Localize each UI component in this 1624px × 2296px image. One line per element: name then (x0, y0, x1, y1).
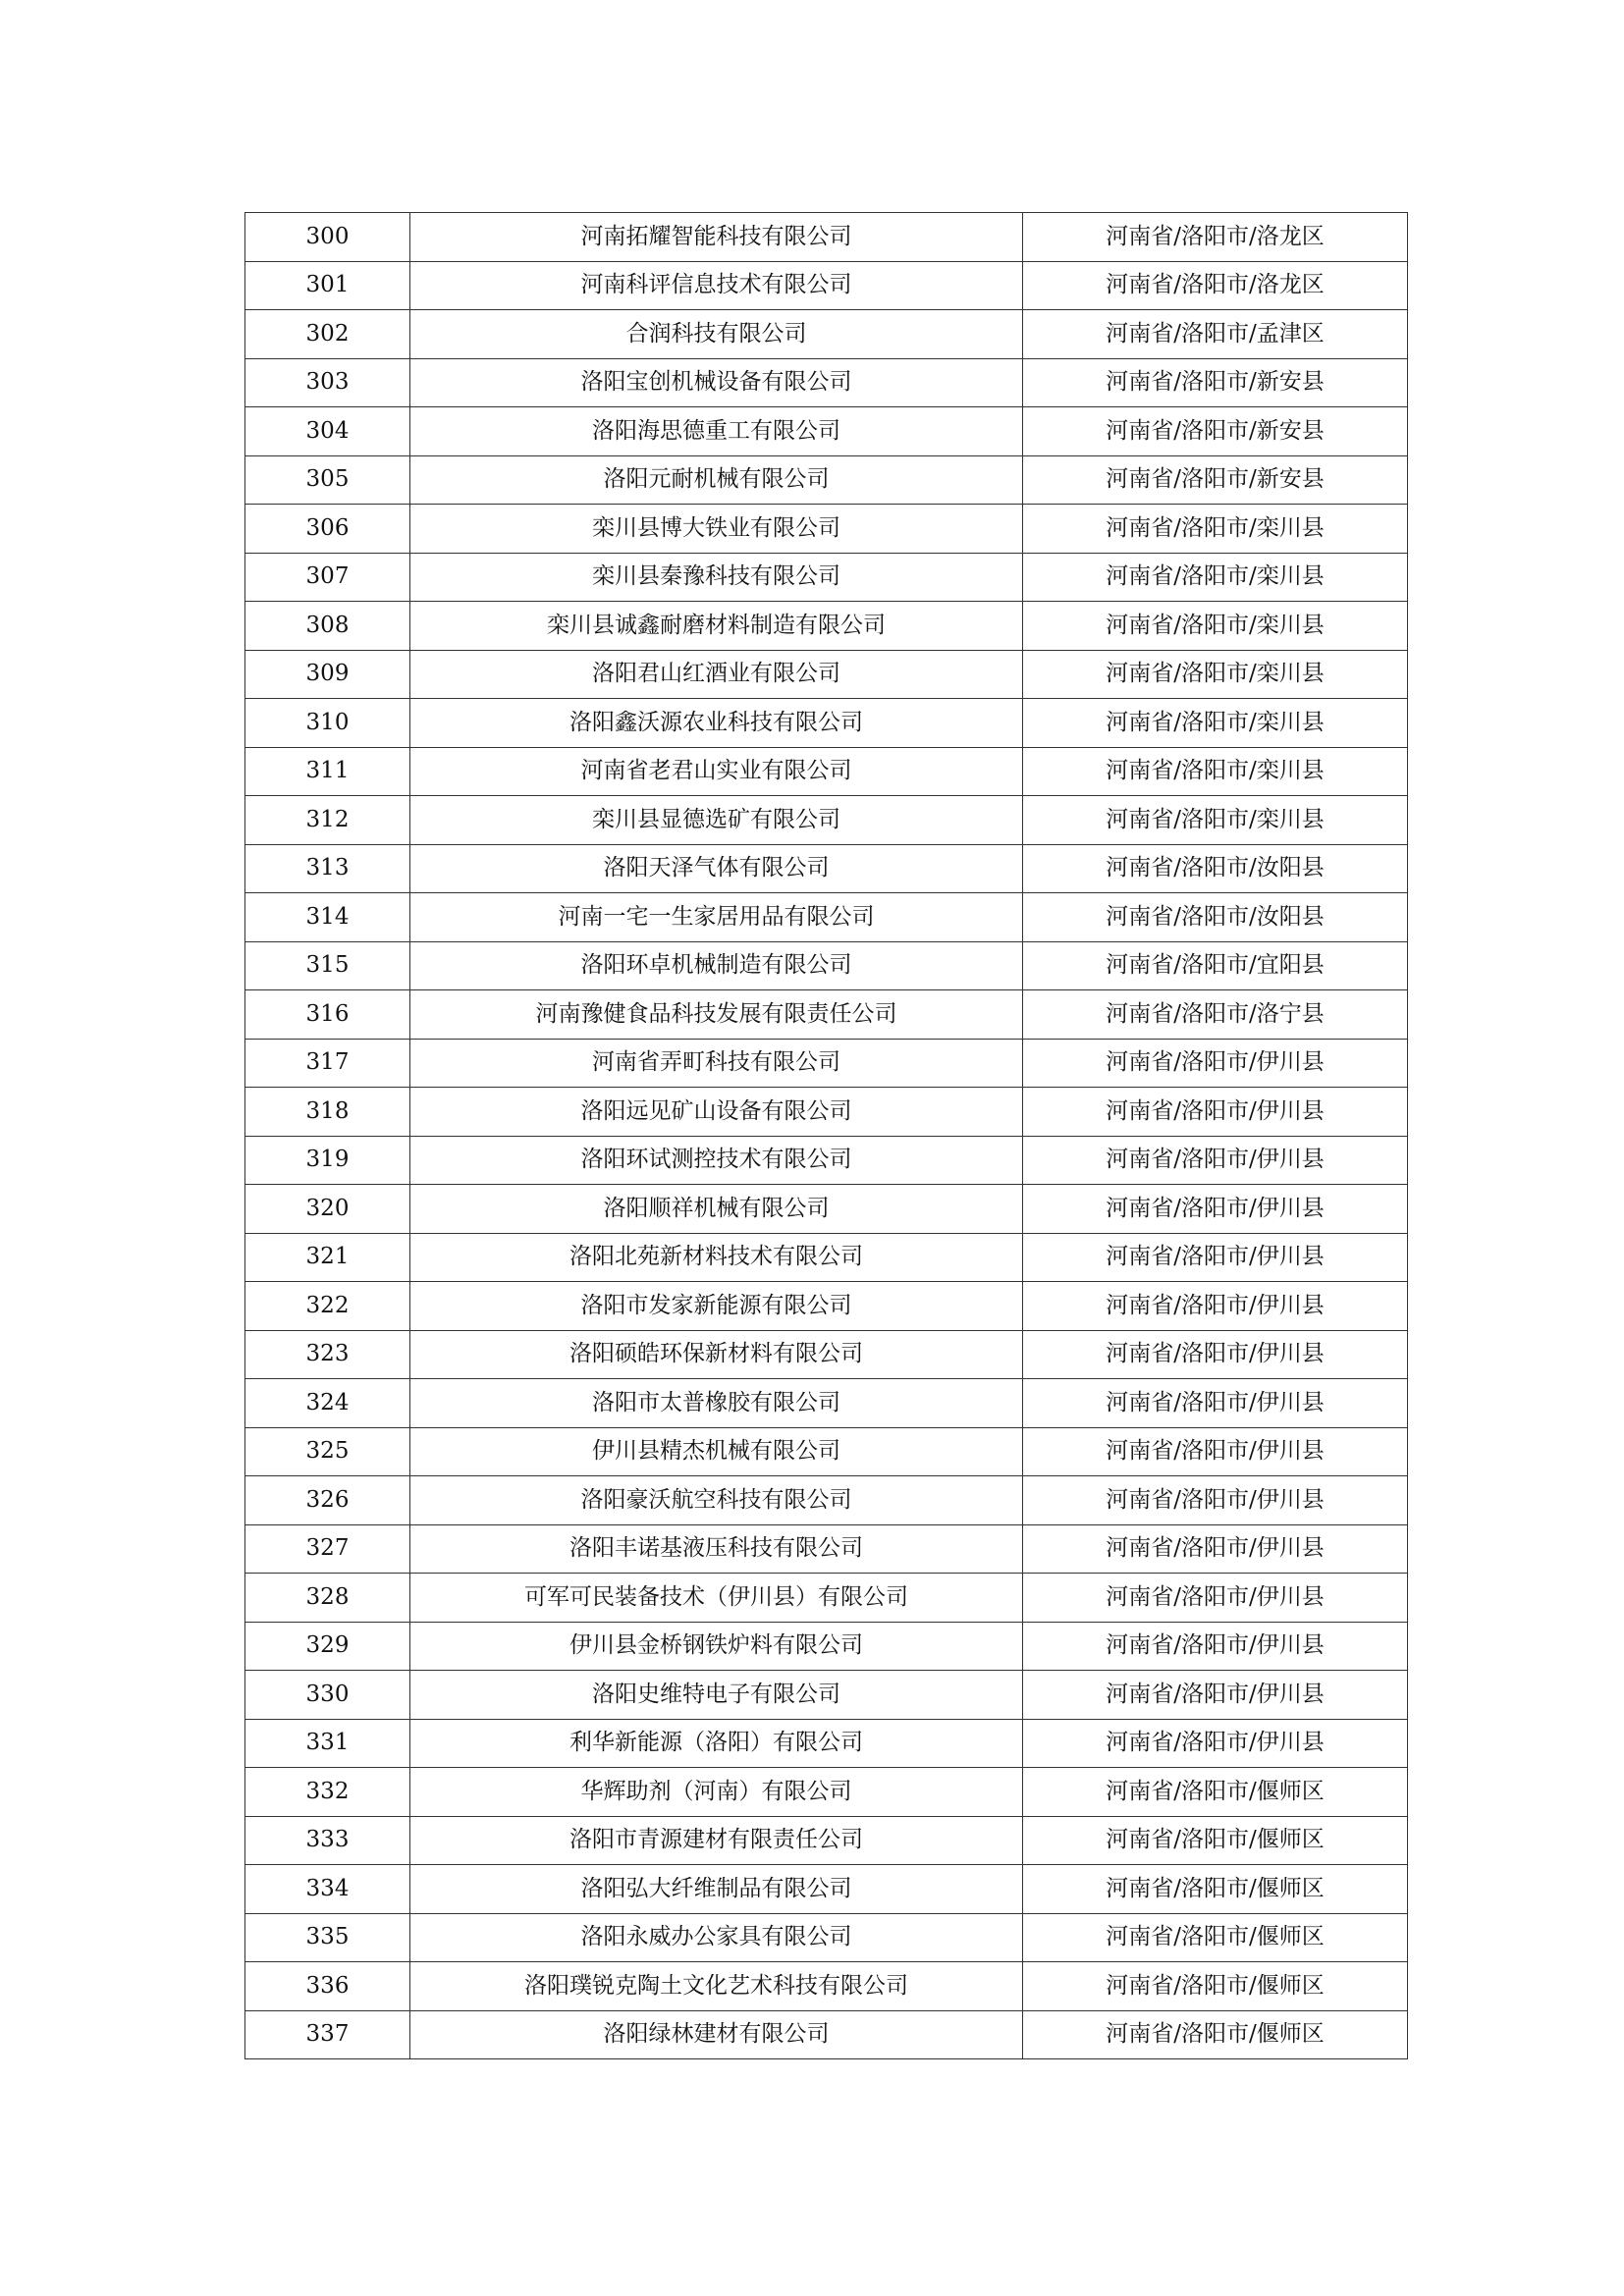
table-row (245, 1233, 1408, 1282)
region-cell: 河南省/洛阳市/洛龙区 (1023, 261, 1408, 310)
region-cell: 河南省/洛阳市/伊川县 (1023, 1719, 1408, 1768)
row-number-cell: 333 (245, 1816, 410, 1865)
company-name-cell: 洛阳市青源建材有限责任公司 (410, 1816, 1023, 1865)
region-cell: 河南省/洛阳市/伊川县 (1023, 1574, 1408, 1623)
company-name-cell: 洛阳鑫沃源农业科技有限公司 (410, 699, 1023, 748)
table-row (245, 1671, 1408, 1720)
company-name-cell: 洛阳市发家新能源有限公司 (410, 1282, 1023, 1331)
company-name-cell: 合润科技有限公司 (410, 310, 1023, 359)
region-cell: 河南省/洛阳市/伊川县 (1023, 1379, 1408, 1428)
row-number-cell: 304 (245, 407, 410, 456)
row-number-cell: 300 (245, 213, 410, 262)
row-number-cell: 306 (245, 505, 410, 554)
region-cell: 河南省/洛阳市/伊川县 (1023, 1476, 1408, 1525)
row-number-cell: 322 (245, 1282, 410, 1331)
region-cell: 河南省/洛阳市/伊川县 (1023, 1524, 1408, 1574)
row-number-cell: 319 (245, 1136, 410, 1185)
row-number-cell: 332 (245, 1768, 410, 1817)
company-name-cell: 华辉助剂（河南）有限公司 (410, 1768, 1023, 1817)
company-name-cell: 洛阳元耐机械有限公司 (410, 455, 1023, 505)
region-cell: 河南省/洛阳市/偃师区 (1023, 1913, 1408, 1962)
company-name-cell: 洛阳永威办公家具有限公司 (410, 1913, 1023, 1962)
row-number-cell: 302 (245, 310, 410, 359)
region-cell: 河南省/洛阳市/伊川县 (1023, 1088, 1408, 1137)
table-row (245, 407, 1408, 456)
table-row (245, 844, 1408, 893)
region-cell: 河南省/洛阳市/栾川县 (1023, 505, 1408, 554)
company-name-cell: 洛阳顺祥机械有限公司 (410, 1185, 1023, 1234)
company-name-cell: 可军可民装备技术（伊川县）有限公司 (410, 1574, 1023, 1623)
row-number-cell: 303 (245, 358, 410, 407)
company-name-cell: 河南省弄町科技有限公司 (410, 1039, 1023, 1088)
company-name-cell: 洛阳丰诺基液压科技有限公司 (410, 1524, 1023, 1574)
region-cell: 河南省/洛阳市/偃师区 (1023, 1962, 1408, 2011)
company-name-cell: 洛阳宝创机械设备有限公司 (410, 358, 1023, 407)
company-name-cell: 栾川县博大铁业有限公司 (410, 505, 1023, 554)
company-name-cell: 洛阳君山红酒业有限公司 (410, 650, 1023, 699)
company-name-cell: 洛阳市太普橡胶有限公司 (410, 1379, 1023, 1428)
table-row (245, 1282, 1408, 1331)
table-row (245, 602, 1408, 651)
region-cell: 河南省/洛阳市/偃师区 (1023, 2010, 1408, 2059)
region-cell: 河南省/洛阳市/伊川县 (1023, 1427, 1408, 1476)
table-row (245, 893, 1408, 942)
region-cell: 河南省/洛阳市/新安县 (1023, 358, 1408, 407)
row-number-cell: 330 (245, 1671, 410, 1720)
table-row (245, 455, 1408, 505)
row-number-cell: 331 (245, 1719, 410, 1768)
table-row (245, 1088, 1408, 1137)
table-row (245, 358, 1408, 407)
company-name-cell: 栾川县显德选矿有限公司 (410, 796, 1023, 845)
region-cell: 河南省/洛阳市/栾川县 (1023, 650, 1408, 699)
company-name-cell: 洛阳远见矿山设备有限公司 (410, 1088, 1023, 1137)
table-row (245, 505, 1408, 554)
company-name-cell: 洛阳环卓机械制造有限公司 (410, 941, 1023, 990)
row-number-cell: 315 (245, 941, 410, 990)
row-number-cell: 335 (245, 1913, 410, 1962)
table-row (245, 1476, 1408, 1525)
region-cell: 河南省/洛阳市/伊川县 (1023, 1671, 1408, 1720)
table-row (245, 1427, 1408, 1476)
company-name-cell: 洛阳硕皓环保新材料有限公司 (410, 1330, 1023, 1379)
row-number-cell: 328 (245, 1574, 410, 1623)
company-name-cell: 伊川县金桥钢铁炉料有限公司 (410, 1622, 1023, 1671)
table-body (245, 213, 1408, 2059)
region-cell: 河南省/洛阳市/偃师区 (1023, 1768, 1408, 1817)
row-number-cell: 336 (245, 1962, 410, 2011)
region-cell: 河南省/洛阳市/偃师区 (1023, 1816, 1408, 1865)
table-row (245, 796, 1408, 845)
company-name-cell: 河南科评信息技术有限公司 (410, 261, 1023, 310)
row-number-cell: 309 (245, 650, 410, 699)
region-cell: 河南省/洛阳市/栾川县 (1023, 699, 1408, 748)
row-number-cell: 329 (245, 1622, 410, 1671)
company-name-cell: 洛阳豪沃航空科技有限公司 (410, 1476, 1023, 1525)
table-row (245, 1719, 1408, 1768)
row-number-cell: 301 (245, 261, 410, 310)
region-cell: 河南省/洛阳市/偃师区 (1023, 1865, 1408, 1914)
region-cell: 河南省/洛阳市/孟津区 (1023, 310, 1408, 359)
company-name-cell: 河南省老君山实业有限公司 (410, 747, 1023, 796)
region-cell: 河南省/洛阳市/伊川县 (1023, 1282, 1408, 1331)
row-number-cell: 326 (245, 1476, 410, 1525)
company-name-cell: 洛阳海思德重工有限公司 (410, 407, 1023, 456)
row-number-cell: 317 (245, 1039, 410, 1088)
region-cell: 河南省/洛阳市/宜阳县 (1023, 941, 1408, 990)
row-number-cell: 323 (245, 1330, 410, 1379)
row-number-cell: 321 (245, 1233, 410, 1282)
company-name-cell: 河南豫健食品科技发展有限责任公司 (410, 990, 1023, 1040)
region-cell: 河南省/洛阳市/栾川县 (1023, 796, 1408, 845)
row-number-cell: 314 (245, 893, 410, 942)
company-name-cell: 河南拓耀智能科技有限公司 (410, 213, 1023, 262)
region-cell: 河南省/洛阳市/汝阳县 (1023, 844, 1408, 893)
table-row (245, 650, 1408, 699)
region-cell: 河南省/洛阳市/伊川县 (1023, 1136, 1408, 1185)
region-cell: 河南省/洛阳市/伊川县 (1023, 1622, 1408, 1671)
table-row (245, 213, 1408, 262)
table-row (245, 1330, 1408, 1379)
table-row (245, 990, 1408, 1040)
company-name-cell: 洛阳绿林建材有限公司 (410, 2010, 1023, 2059)
region-cell: 河南省/洛阳市/新安县 (1023, 407, 1408, 456)
row-number-cell: 325 (245, 1427, 410, 1476)
row-number-cell: 320 (245, 1185, 410, 1234)
company-name-cell: 洛阳天泽气体有限公司 (410, 844, 1023, 893)
table-row (245, 941, 1408, 990)
company-name-cell: 洛阳璞锐克陶土文化艺术科技有限公司 (410, 1962, 1023, 2011)
table-row (245, 2010, 1408, 2059)
table-row (245, 1865, 1408, 1914)
row-number-cell: 312 (245, 796, 410, 845)
table-row (245, 1379, 1408, 1428)
table-row (245, 1136, 1408, 1185)
company-name-cell: 洛阳环试测控技术有限公司 (410, 1136, 1023, 1185)
table-row (245, 1039, 1408, 1088)
company-name-cell: 洛阳弘大纤维制品有限公司 (410, 1865, 1023, 1914)
table-row (245, 1816, 1408, 1865)
row-number-cell: 318 (245, 1088, 410, 1137)
table-row (245, 1768, 1408, 1817)
region-cell: 河南省/洛阳市/新安县 (1023, 455, 1408, 505)
company-name-cell: 栾川县秦豫科技有限公司 (410, 553, 1023, 602)
region-cell: 河南省/洛阳市/栾川县 (1023, 602, 1408, 651)
region-cell: 河南省/洛阳市/伊川县 (1023, 1185, 1408, 1234)
company-name-cell: 伊川县精杰机械有限公司 (410, 1427, 1023, 1476)
row-number-cell: 311 (245, 747, 410, 796)
table-row (245, 747, 1408, 796)
region-cell: 河南省/洛阳市/栾川县 (1023, 747, 1408, 796)
row-number-cell: 305 (245, 455, 410, 505)
region-cell: 河南省/洛阳市/洛龙区 (1023, 213, 1408, 262)
company-name-cell: 洛阳史维特电子有限公司 (410, 1671, 1023, 1720)
region-cell: 河南省/洛阳市/伊川县 (1023, 1233, 1408, 1282)
table-row (245, 1185, 1408, 1234)
row-number-cell: 324 (245, 1379, 410, 1428)
table-row (245, 1574, 1408, 1623)
table-row (245, 310, 1408, 359)
company-list-table (244, 212, 1408, 2059)
company-name-cell: 栾川县诚鑫耐磨材料制造有限公司 (410, 602, 1023, 651)
region-cell: 河南省/洛阳市/汝阳县 (1023, 893, 1408, 942)
table-row (245, 261, 1408, 310)
row-number-cell: 334 (245, 1865, 410, 1914)
table-row (245, 1913, 1408, 1962)
region-cell: 河南省/洛阳市/伊川县 (1023, 1330, 1408, 1379)
region-cell: 河南省/洛阳市/栾川县 (1023, 553, 1408, 602)
row-number-cell: 307 (245, 553, 410, 602)
table-row (245, 553, 1408, 602)
row-number-cell: 313 (245, 844, 410, 893)
row-number-cell: 316 (245, 990, 410, 1040)
row-number-cell: 308 (245, 602, 410, 651)
table-row (245, 1622, 1408, 1671)
row-number-cell: 310 (245, 699, 410, 748)
company-name-cell: 洛阳北苑新材料技术有限公司 (410, 1233, 1023, 1282)
region-cell: 河南省/洛阳市/洛宁县 (1023, 990, 1408, 1040)
region-cell: 河南省/洛阳市/伊川县 (1023, 1039, 1408, 1088)
company-name-cell: 河南一宅一生家居用品有限公司 (410, 893, 1023, 942)
table-row (245, 1524, 1408, 1574)
row-number-cell: 327 (245, 1524, 410, 1574)
company-name-cell: 利华新能源（洛阳）有限公司 (410, 1719, 1023, 1768)
table-row (245, 699, 1408, 748)
row-number-cell: 337 (245, 2010, 410, 2059)
table-row (245, 1962, 1408, 2011)
